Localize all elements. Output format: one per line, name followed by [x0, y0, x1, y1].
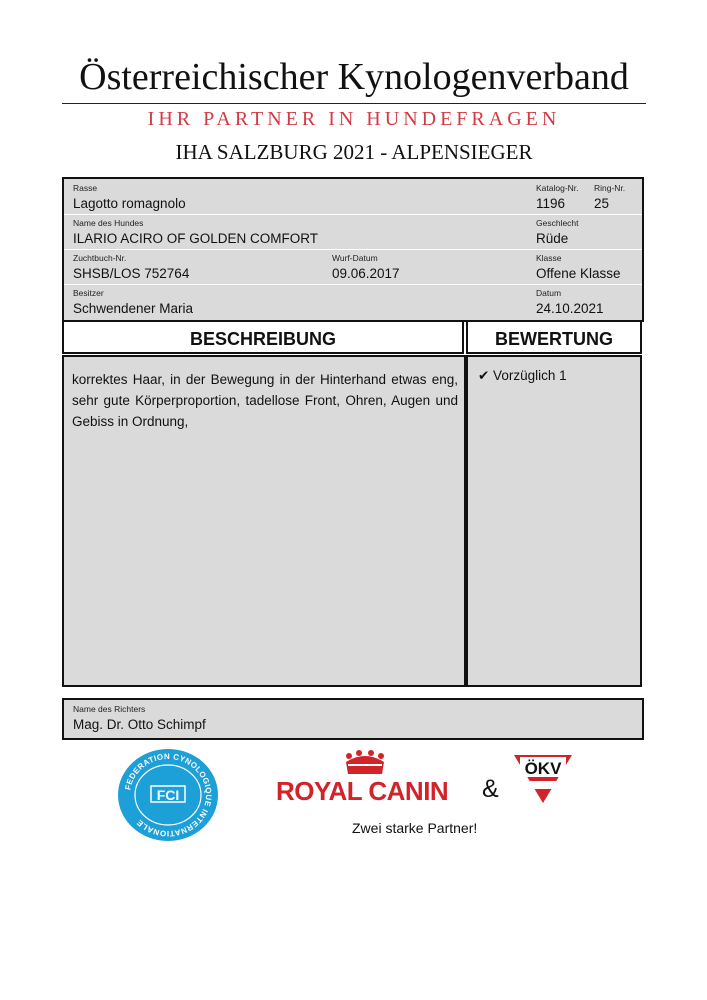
fci-text: FCI: [156, 787, 180, 803]
field-value: ILARIO ACIRO OF GOLDEN COMFORT: [73, 231, 319, 246]
bewertung-header: BEWERTUNG: [466, 320, 642, 354]
field-label: Wurf-Datum: [332, 253, 378, 263]
field-label: Klasse: [536, 253, 562, 263]
rating-value: ✔ Vorzüglich 1: [478, 368, 567, 383]
field-label: Name des Hundes: [73, 218, 144, 228]
field-value: 1196: [536, 196, 566, 211]
field-label: Geschlecht: [536, 218, 579, 228]
dog-info-panel: [62, 177, 644, 322]
field-label: Katalog-Nr.: [536, 183, 579, 193]
field-label: Besitzer: [73, 288, 104, 298]
field-label: Datum: [536, 288, 562, 298]
field-value: Offene Klasse: [536, 266, 621, 281]
field-value: Lagotto romagnolo: [73, 196, 186, 211]
field-zuchtbuch: [73, 253, 189, 283]
tagline: IHR PARTNER IN HUNDEFRAGEN: [147, 108, 561, 130]
field-value: 24.10.2021: [536, 301, 604, 316]
fci-ring-text: FEDERATION CYNOLOGIQUE INTERNATIONALE: [123, 751, 214, 839]
event-title: IHA SALZBURG 2021 - ALPENSIEGER: [175, 140, 533, 164]
field-wurf: [332, 253, 400, 283]
field-richter: [73, 704, 206, 734]
row-divider: [64, 284, 642, 285]
row-divider: [64, 214, 642, 215]
royal-canin-logo: ROYAL CANIN: [276, 776, 449, 806]
partner-claim: Zwei starke Partner!: [352, 820, 478, 836]
crown-icon: [341, 750, 389, 778]
row-divider: [64, 249, 642, 250]
okv-logo: [512, 753, 574, 805]
okv-text: ÖKV: [524, 759, 562, 778]
field-value: 25: [594, 196, 610, 211]
field-katalog: [536, 183, 579, 213]
description-text: korrektes Haar, in der Bewegung in der Hinterhand etwas eng, sehr gute Körperproportion, tadellose Front, Ohren, Augen und Gebiss in Ordnung,: [72, 372, 458, 429]
field-datum: [536, 288, 604, 318]
beschreibung-header: BESCHREIBUNG: [62, 320, 464, 354]
field-value: SHSB/LOS 752764: [73, 266, 190, 281]
field-hund: [73, 218, 318, 248]
field-value: Mag. Dr. Otto Schimpf: [73, 717, 206, 732]
field-rasse: [73, 183, 186, 213]
title-rule: [62, 103, 646, 104]
fci-logo: [117, 748, 219, 842]
judge-panel: [62, 698, 644, 740]
field-besitzer: [73, 288, 193, 318]
ampersand: &: [482, 775, 499, 803]
field-label: Rasse: [73, 183, 98, 193]
field-ring: [594, 183, 625, 213]
field-klasse: [536, 253, 621, 283]
field-label: Zuchtbuch-Nr.: [73, 253, 127, 263]
field-value: Rüde: [536, 231, 569, 246]
field-label: Ring-Nr.: [594, 183, 626, 193]
field-geschlecht: [536, 218, 579, 248]
field-value: 09.06.2017: [332, 266, 400, 281]
org-title: Österreichischer Kynologenverband: [79, 56, 629, 98]
field-label: Name des Richters: [73, 704, 146, 714]
field-value: Schwendener Maria: [73, 301, 194, 316]
rating-box: [466, 355, 642, 687]
